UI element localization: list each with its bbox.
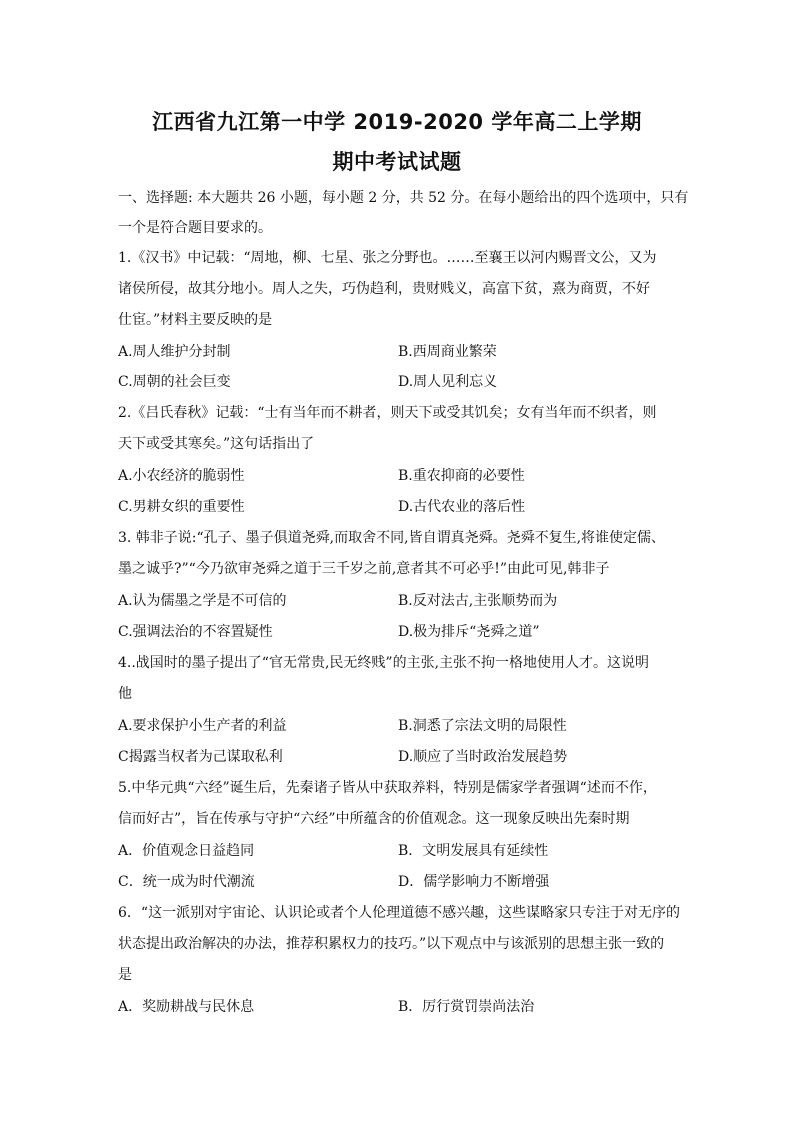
question-3-option-b: B.反对法古,主张顺势而为	[398, 593, 558, 609]
question-3-option-d: D.极为排斥“尧舜之道”	[398, 624, 540, 640]
question-3-option-c: C.强调法治的不容置疑性	[118, 624, 273, 640]
question-4-option-b: B.洞悉了宗法文明的局限性	[398, 718, 567, 734]
question-6-line-2: 状态提出政治解决的办法，推荐积累权力的技巧。”以下观点中与该派别的思想主张一致的	[118, 936, 665, 952]
question-2-option-d: D.古代农业的落后性	[398, 499, 526, 515]
question-2-line-1: 2.《吕氏春秋》记载：“士有当年而不耕者，则天下或受其饥矣；女有当年而不织者，则	[118, 405, 657, 421]
question-5-option-c: C．统一成为时代潮流	[118, 874, 255, 890]
question-6-line-3: 是	[118, 967, 132, 983]
question-4-line-1: 4..战国时的墨子提出了“官无常贵,民无终贱”的主张,主张不拘一格地使用人才。这说明	[118, 655, 650, 671]
page-title-line2: 期中考试试题	[332, 150, 462, 174]
question-3-line-2: 墨之诚乎?”“今乃欲审尧舜之道于三千岁之前,意者其不可必乎!”由此可见,韩非子	[118, 561, 610, 577]
question-4-option-d: D.顺应了当时政治发展趋势	[398, 749, 568, 765]
question-5-option-a: A．价值观念日益趋同	[118, 843, 255, 859]
page-title-line1: 江西省九江第一中学 2019-2020 学年高二上学期	[152, 110, 642, 134]
question-1-line-1: 1.《汉书》中记载：“周地，柳、七星、张之分野也。……至襄王以河内赐晋文公，又为	[118, 250, 657, 266]
question-1-option-a: A.周人维护分封制	[118, 344, 231, 360]
question-1-line-3: 仕宦。”材料主要反映的是	[118, 312, 273, 328]
question-5-line-1: 5.中华元典“六经”诞生后，先秦诸子皆从中获取养料，特别是儒家学者强调“述而不作，	[118, 780, 657, 796]
question-2-option-c: C.男耕女织的重要性	[118, 499, 245, 515]
section-instruction-line1: 一、选择题: 本大题共 26 小题，每小题 2 分，共 52 分。在每小题给出的四个选项中，只有	[118, 190, 689, 206]
question-6-option-b: B．厉行赏罚崇尚法治	[398, 999, 535, 1015]
question-4-line-2: 他	[118, 686, 132, 702]
question-2-option-a: A.小农经济的脆弱性	[118, 468, 245, 484]
question-2-line-2: 天下或受其寒矣。”这句话指出了	[118, 436, 315, 452]
question-1-option-c: C.周朝的社会巨变	[118, 374, 231, 390]
question-1-option-d: D.周人见利忘义	[398, 374, 498, 390]
question-4-option-c: C揭露当权者为己谋取私利	[118, 749, 283, 765]
question-6-option-a: A．奖励耕战与民休息	[118, 999, 255, 1015]
question-5-line-2: 信而好古”，旨在传承与守护“六经”中所蕴含的价值观念。这一现象反映出先秦时期	[118, 811, 630, 827]
question-2-option-b: B.重农抑商的必要性	[398, 468, 525, 484]
question-6-line-1: 6．“这一派别对宇宙论、认识论或者个人伦理道德不感兴趣，这些谋略家只专注于对无序的	[118, 905, 681, 921]
section-instruction-line2: 一个是符合题目要求的。	[118, 220, 272, 236]
question-1-option-b: B.西周商业繁荣	[398, 344, 497, 360]
question-5-option-d: D．儒学影响力不断增强	[398, 874, 550, 890]
question-3-option-a: A.认为儒墨之学是不可信的	[118, 593, 287, 609]
question-3-line-1: 3. 韩非子说:“孔子、墨子俱道尧舜,而取舍不同,皆自谓真尧舜。尧舜不复生,将谁使定儒、	[118, 530, 666, 546]
question-5-option-b: B．文明发展具有延续性	[398, 843, 549, 859]
question-4-option-a: A.要求保护小生产者的利益	[118, 718, 287, 734]
question-1-line-2: 诸侯所侵，故其分地小。周人之失，巧伪趋利，贵财贱义，高富下贫，熹为商贾，不好	[118, 281, 650, 297]
